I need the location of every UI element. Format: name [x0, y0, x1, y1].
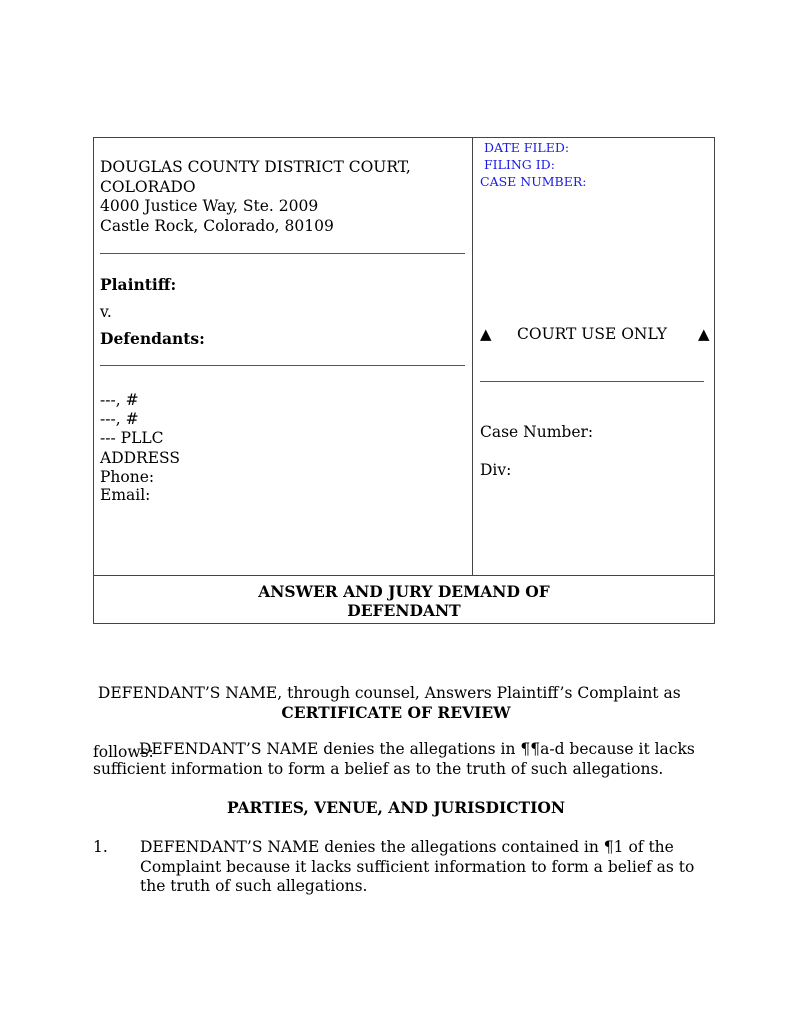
intro-line-2: follows:: [93, 742, 154, 761]
attorney-block: [100, 391, 180, 504]
court-city-line: Castle Rock, Colorado, 80109: [100, 216, 334, 235]
defendants-label: Defendants:: [100, 329, 205, 348]
court-address-block: [100, 158, 411, 236]
court-use-rule: [480, 381, 704, 382]
attorney-phone-line: Phone:: [100, 468, 155, 486]
certificate-line-1: DEFENDANT’S NAME denies the allegations in ¶¶a-d because it lacks: [139, 740, 695, 758]
attorney-line-2: ---, #: [100, 410, 139, 428]
case-number-label: Case Number:: [480, 423, 594, 441]
filing-id-label: FILING ID:: [484, 157, 555, 172]
paragraph-1-line-2: Complaint because it lacks sufficient information to form a belief as to: [140, 857, 695, 876]
plaintiff-label: Plaintiff:: [100, 275, 177, 294]
attorney-firm-line: --- PLLC: [100, 429, 164, 447]
versus-text: v.: [100, 303, 112, 321]
document-title-line-1: ANSWER AND JURY DEMAND OF: [258, 582, 550, 601]
court-use-only-row: [480, 325, 710, 347]
triangle-up-right-icon: ▲: [698, 325, 710, 343]
paragraph-1-number: 1.: [93, 838, 108, 856]
paragraph-1-line-3: the truth of such allegations.: [140, 877, 368, 895]
parties-venue-jurisdiction-heading: PARTIES, VENUE, AND JURISDICTION: [226, 798, 566, 817]
case-caption-box: [93, 137, 715, 624]
court-state-line: COLORADO: [100, 177, 196, 196]
court-use-only-label: COURT USE ONLY: [517, 325, 668, 343]
parties-block-rule: [100, 365, 465, 366]
division-label: Div:: [480, 461, 512, 479]
attorney-email-line: Email:: [100, 486, 151, 504]
attorney-address-line: ADDRESS: [100, 449, 180, 467]
document-title: [94, 582, 714, 620]
certificate-paragraph: [93, 740, 703, 779]
court-block-rule: [100, 253, 465, 254]
triangle-up-left-icon: ▲: [480, 325, 492, 343]
attorney-line-1: ---, #: [100, 391, 139, 409]
caption-horizontal-divider: [94, 575, 714, 576]
document-title-line-2: DEFENDANT: [347, 601, 461, 620]
paragraph-1-text: [140, 838, 705, 897]
intro-line-1: DEFENDANT’S NAME, through counsel, Answers Plaintiff’s Complaint as: [93, 684, 681, 702]
paragraph-1-line-1: DEFENDANT’S NAME denies the allegations contained in ¶1 of the: [140, 838, 674, 856]
caption-vertical-divider: [472, 138, 473, 575]
certificate-line-2: sufficient information to form a belief as to the truth of such allegations.: [93, 759, 664, 778]
certificate-of-review-heading: CERTIFICATE OF REVIEW: [281, 703, 511, 722]
court-name-line: DOUGLAS COUNTY DISTRICT COURT,: [100, 158, 411, 176]
court-street-line: 4000 Justice Way, Ste. 2009: [100, 197, 319, 215]
date-filed-label: DATE FILED:: [484, 140, 570, 155]
case-number-header-label: CASE NUMBER:: [480, 174, 587, 189]
